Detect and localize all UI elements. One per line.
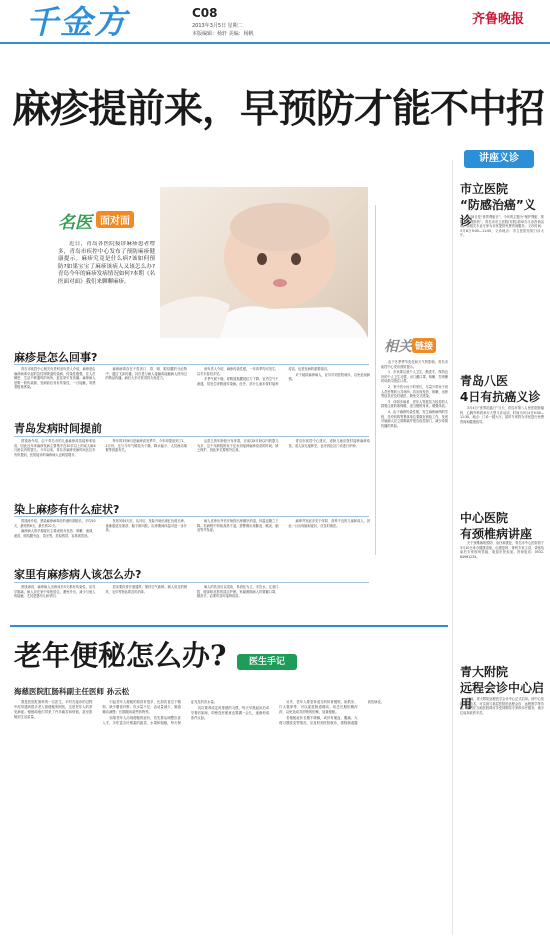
paragraph: 从患儿的年龄段分布来看，目前以8月龄以内的婴儿为多，这个年龄段的孩子还未到接种麻疹疫苗的时间，缺乏保护，因此家长要格外注意。 [197,439,279,453]
sidebar-item-title-1: 市立医院 “防感治癌”义诊 [460,182,536,228]
paragraph: 曾钱涛介绍，由于青岛市的儿童麻疹疫苗接种率较高，因此近年来麻疹发病主要集中在20岁以上的成人和8月龄以内的婴儿。今年以来，青岛市麻疹发病时间比往年有所提前，医院接诊的麻疹病人也明显增多。 [14,439,96,457]
paragraph: 病人皮疹出齐后开始按出疹顺序消退，体温也随之下降。若病程中持续高热不退，需警惕出现肺炎、喉炎、脑炎等并发症。 [197,519,279,533]
section-title-1: 麻疹是怎么回事? [14,351,98,364]
paragraph: 4．由于麻疹传染性强，发生麻疹病例的学校、托幼机构等集体单位要做好晨检工作，发现可疑病人应立即隔离并报告疾控部门，减少疫情传播的风险。 [381,409,448,428]
article-4-body [14,585,370,623]
sidebar-item-title-4: 青大附院 远程会诊中心启用 [460,665,545,711]
paragraph: 发热3到4天后，从耳后、发际开始出现红色斑丘疹，逐渐蔓延至面部、躯干和四肢，出疹期间体温可进一步升高。 [105,519,187,533]
date-line: 2013年3月5日 星期二 [192,23,243,29]
intro-text: 近日，青岛各医院接诊麻疹患者增多，青岛市疾控中心发布了预防麻疹健康提示。麻疹究竟是什么病?该如何预防?如果宝宝了麻疹该病人又该怎么办?青岛今年的麻疹发病情况如何?本期《名医面对面》我们来聊聊麻疹。 [58,241,155,285]
paragraph: 对于疑似麻疹病人，应尽早到医院就诊，以免延误病情。 [288,372,370,382]
section-title-4: 家里有麻疹病人该怎么办? [14,568,142,581]
section-title-3: 染上麻疹有什么症状? [14,503,120,516]
column-rule [375,205,376,555]
sidebar-item-title-2: 青岛八医 4日有抗癌义诊 [460,374,541,404]
section-rule-2 [14,436,369,437]
paragraph: 若便秘症状长期不缓解，或伴有便血、腹痛、大便习惯改变等情况，应及时到医院就诊，排除肠道器质性病变。 [279,700,385,725]
page-header [0,0,550,44]
paragraph: 冬季气候干燥，呼吸道黏膜抵抗力下降，室内空气不流通，易发生呼吸道传染病。此外，部分儿童未按时接种疫苗，也是发病的重要原因。 [197,367,330,386]
badge-sub: 面对面 [96,211,134,228]
related-badge-main: 相关 [384,339,412,355]
paragraph: 由于冬季季节变化和天气的影响，青岛市疾控中心发布预防提示。 [381,360,448,369]
paragraph: 我是医院肛肠科的一名医生，平时在接诊的过程中经常遇到很多老人被便秘所困扰，这是老年人的常见病症。便秘给他们带来了许多痛苦和烦恼，甚至影响到生活质量。 [14,700,93,719]
paragraph: 另外，老年人要坚持适当的体育锻炼，如散步、打太极拳等，可以促进肠道蠕动。切忌长期依赖泻药，以免造成对药物的依赖，加重便秘。 [279,700,358,714]
article-author: 海慈医院肛肠科副主任医师 孙云松 [14,687,130,696]
paragraph: 每年的3到6月是麻疹高发季节，今年却提前到了1、2月份。这与今年气候较为干燥、降水偏少、人员流动频繁等因素有关。 [105,439,187,453]
paragraph: 麻疹并发症多见于体弱、营养不良的儿童和成人，因此一旦出现疑似症状，应及时就医。 [288,519,370,528]
baby-illustration [160,187,368,338]
section-divider [10,625,448,627]
paragraph: 其次要养成定时排便的习惯，每天早晨起床后或早餐后如厕，即使没有便意也要蹲一会儿，逐渐形成条件反射。 [190,705,270,720]
lecture-badge-label: 讲座义诊 [479,153,519,164]
section-rule-1 [14,364,369,365]
doctor-note-label: 医生手记 [248,657,285,667]
paragraph: 麻疹病人的早期症状主要表现为发热、咳嗽、流涕、流泪、眼结膜充血、畏光等，类似感冒，容易被忽视。 [14,529,96,538]
article-3-body [14,519,370,559]
sidebar-rule [452,160,453,935]
paragraph: 青岛市疾控中心相关负责科室负责人介绍，麻疹是由麻疹病毒引起的急性呼吸道传染病，传染性极强，在人员稠密、生活不够通风的场所，更容易引发传播。麻疹病人是唯一的传染源，发病前后具有传染性，一旦接触，易感者极易感染。 [14,367,96,390]
paragraph: 2．家中有小孩子的家长，尽量少带孩子到人员密集的公共场所，若出现发热、咳嗽、出疹等症状应及时就医，避免交叉感染。 [381,384,448,399]
related-body [381,360,448,556]
mingyi-badge [58,208,160,233]
paragraph: 青岛市疾控中心建议，适龄儿童应按时接种麻疹疫苗，成人如无接种史，也可到社区门诊进行补种。 [288,439,370,448]
section-rule-3 [14,516,369,517]
sidebar-item-body-3: 关于颈椎病的预防、治疗和康复，青岛市中心医院将于3月10日举办健康讲座，由康复科、骨科专家主讲，讲座结束后专家现场答疑，欢迎市民参加。咨询电话：0532-84961234。 [460,541,544,559]
article-2-body [14,439,370,494]
paragraph: 麻疹病毒存在于患者口、鼻、咽、眼结膜的分泌物中，通过飞沫传播，其次是与病人接触或接触病人使用过的物品传播。病后大多可获得持久免疫力。 [105,367,187,381]
paragraph: 引起老年人便秘的原因有很多，比如饮食过于精细，缺少膳食纤维；饮水量不足；活动量减少，肠道蠕动减慢；长期服用某些药物等。 [102,700,181,714]
sidebar-item-body-4: 日前，青大附院远程医学会诊中心正式启用。该中心依托网络技术，可实现与基层医院的远程会诊、远程教学等功能，患者在当地医院即可享受到附院专家的诊疗服务，减少往返奔波的辛苦。 [460,697,544,715]
section-title: 千金方 [26,3,129,41]
sidebar-item-body-2: 3月4日“世界抗癌日”当天，青岛市第八人民医院肿瘤科、心胸外科将举行大型义诊活动，时间为3月4日9:00—11:30，地点：门诊一楼大厅。届时专家将为市民进行免费咨询和健康指导。 [460,406,544,424]
related-badge [384,336,452,356]
paragraph: 1．市民要注意个人卫生，勤洗手，保持良好的个人卫生习惯，出门戴口罩，咳嗽、打喷嚏时用纸巾捂住口鼻。 [381,370,448,384]
elderly-headline: 老年便秘怎么办? [14,639,227,672]
paper-logo: 齐鲁晚报 [472,12,525,27]
section-rule-4 [14,582,369,583]
paragraph: 曾钱涛说，麻疹病人出疹前后5天都有传染性，应尽早隔离，病人应在家中单独居住，避免外出，减少与他人的接触，尤其是婴幼儿和孕妇。 [14,585,96,599]
paragraph: 如果老年人出现便秘的症状，首先要从调整饮食入手，多吃富含纤维素的蔬菜、水果和粗粮，每天保证充足的饮水量。 [102,700,218,725]
paragraph: 病人的饮食应以清淡、易消化为主，多饮水，注意口腔、眼部和皮肤的清洁护理。家属照顾病人时要戴口罩，勤洗手，必要时及时接种疫苗。 [197,585,279,599]
doctor-note-badge [237,654,297,670]
article-1-body [14,367,370,413]
related-badge-sub: 链接 [412,338,436,353]
elderly-body [14,700,446,932]
sidebar-item-title-3: 中心医院 有颈椎病讲座 [460,511,533,541]
page-number: C08 [192,6,218,20]
section-title-2: 青岛发病时间提前 [14,422,102,435]
paragraph: 该负责人介绍，麻疹传染性强，一年四季均可发生，以冬末春初多见。 [197,367,279,376]
editor-line: 本版编辑：杨轩 美编：杨帆 [192,31,254,37]
main-headline: 麻疹提前来，早预防才能不中招 [12,86,545,132]
paragraph: 居室要经常开窗通风，保持空气新鲜。病人用过的餐具、毛巾等物品要及时消毒。 [105,585,187,594]
paragraph: 3．体弱多病者、老年人等抵抗力较差的人群要注意防寒保暖，适当锻炼身体，增强体质。 [381,399,448,409]
sidebar-item-body-1: 3月8日是“世界肾脏日”，今年的主题为“保护肾脏，预防急性肾损伤”。青岛市市立医院(东院)将举办义诊咨询活动，由相关专业专家为市民提供免费咨询服务。义诊时间：3月8日9:00—11:00，义诊地点：市立医院东院门诊大厅。 [460,215,544,238]
lecture-badge [464,150,534,168]
baby-photo [160,187,368,338]
badge-main: 名医 [58,213,92,233]
paragraph: 曾钱涛介绍，感染麻疹病毒后的潜伏期较长，平均10天，最短的6天，最长的21天。 [14,519,96,528]
